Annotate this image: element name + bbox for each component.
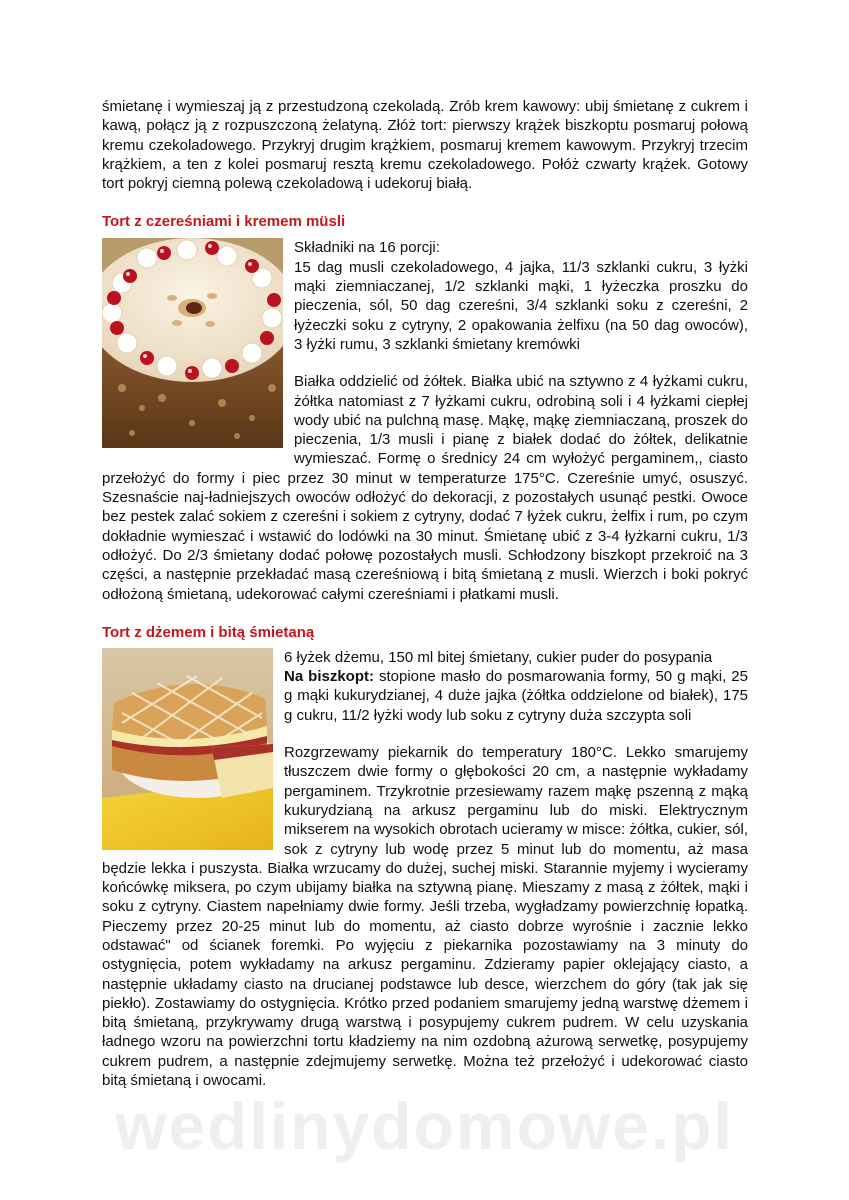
recipe2-method: Rozgrzewamy piekarnik do temperatury 180°C. Lekko smarujemy tłuszczem dwie formy o głębokości 20 cm, a następnie wykładamy pergaminem. Trzykrotnie przesiewamy razem mąkę pszenną z mąką kukurydzianą na arkusz pergaminu lub do miski. Elektrycznym mikserem na wysokich obrotach ucieramy w misce: żółtka, cukier, sól, sok z cytryny lub wodę przez 5 minut lub do momentu, aż masa będzie lekka i puszysta. Białka wrzucamy do dużej, suchej miski. Starannie myjemy i wycieramy końcówkę miksera, po czym ubijamy białka na sztywną pianę. Mieszamy z masą z żółtek, mąki i soku z cytryny. Ciastem napełniamy dwie formy. Jeśli trzeba, wygładzamy powierzchnię łopatką. Pieczemy przez 20-25 minut lub do momentu, aż ciasto dobrze wyrośnie i zacznie lekko odstawać" od ścianek foremki. Po wyjęciu z piekarnika pozostawiamy na 3 minuty do ostygnięcia, potem wykładamy na arkusz pergaminu. Zdzieramy papier oklejający ciasto, a następnie układamy ciasto na drucianej podstawce lub desce, wierzchem do góry (tak jak się piekło). Zostawiamy do ostygnięcia. Krótko przed podaniem smarujemy jedną warstwę dżemem i bitą śmietaną, przykrywamy drugą warstwą i posypujemy cukrem pudrem. W celu uzyskania ładnego wzoru na powierzchni tortu kładziemy na nim ozdobną ażurową serwetkę, posypujemy cukrem pudrem, a następnie zdejmujemy serwetkę. Można też przełożyć i udekorować ciasto bitą śmietaną i owocami. — [102, 744, 748, 1090]
site-watermark: wedlinydomowe.pl — [115, 1089, 734, 1163]
recipe1-portions: Składniki na 16 porcji: — [294, 239, 440, 257]
recipe2-ingredients-top: 6 łyżek dżemu, 150 ml bitej śmietany, cukier puder do posypania — [284, 648, 713, 666]
recipe2-title: Tort z dżemem i bitą śmietaną — [102, 623, 315, 641]
recipe-jam-section — [102, 623, 748, 1091]
cherry-cake-photo — [102, 238, 283, 448]
document-page — [102, 97, 748, 1090]
jam-cake-photo — [102, 648, 273, 850]
intro-paragraph: śmietanę i wymieszaj ją z przestudzoną czekoladą. Zrób krem kawowy: ubij śmietanę z cukrem i kawą, połącz ją z rozpuszczoną żelatyną. Złóż tort: pierwszy krążek biszkoptu posmaruj połową kremu czekoladowego. Przykryj drugim krążkiem, posmaruj kremem kawowym. Przykryj trzecim krążkiem, a ten z kolei posmaruj resztą kremu czekoladowego. Połóż czwarty krążek. Gotowy tort pokryj ciemną polewą czekoladową i udekoruj białą. — [102, 98, 748, 193]
biscuit-label: Na biszkopt: — [284, 668, 374, 686]
recipe1-title: Tort z czereśniami i kremem müsli — [102, 213, 346, 231]
biscuit-ingredients: stopione masło do posmarowania formy, 50 g mąki, 25 g mąki kukurydzianej, 4 duże jajka (żółtka oddzielone od białek), 175 g cukru, 11/2 łyżki wody lub soku z cytryny duża szczypta soli — [284, 668, 748, 724]
recipe-cherries-section — [102, 212, 748, 603]
recipe1-method: Białka oddzielić od żółtek. Białka ubić na sztywno z 4 łyżkami cukru, żółtka natomiast z 7 łyżkami cukru, odrobiną soli i 4 łyżkami ciepłej wody ubić na pulchną masę. Mąkę, mąkę ziemniaczaną, proszek do pieczenia, 1/3 musli i pianę z białek dodać do żółtek, delikatnie wymieszać. Formę o średnicy 24 cm wyłożyć pergaminem,, ciasto przełożyć do formy i piec przez 30 minut w temperaturze 175°C. Czereśnie umyć, osuszyć. Szesnaście naj-ładniejszych owoców odłożyć do dekoracji, z pozostałych usunąć pestki. Owoce bez pestek zalać sokiem z czereśni i sokiem z cytryny, dodać 7 łyżek cukru, żelfix i rum, po czym dokładnie wymieszać i wstawić do lodówki na 30 minut. Śmietanę ubić z 3-4 łyżkarni cukru, 1/3 odłożyć. Do 2/3 śmietany dodać połowę pozostałych musli. Schłodzony biszkopt przekroić na 3 części, a następnie przekładać masą czereśniową i bitą śmietaną z musli. Wierzch i boki pokryć odłożoną śmietaną, udekorować całymi czereśniami i płatkami musli. — [102, 373, 748, 603]
recipe1-ingredients: 15 dag musli czekoladowego, 4 jajka, 11/3 szklanki cukru, 3 łyżki mąki ziemniaczanej, 1/2 szklanki mąki, 1 łyżeczka proszku do pieczenia, sól, 50 dag czereśni, 3/4 szklanki soku z czereśni, 2 łyżeczki soku z cytryny, 2 opakowania żelfixu (na 50 dag owoców), 3 łyżki rumu, 3 szklanki śmietany kremówki — [294, 258, 748, 353]
